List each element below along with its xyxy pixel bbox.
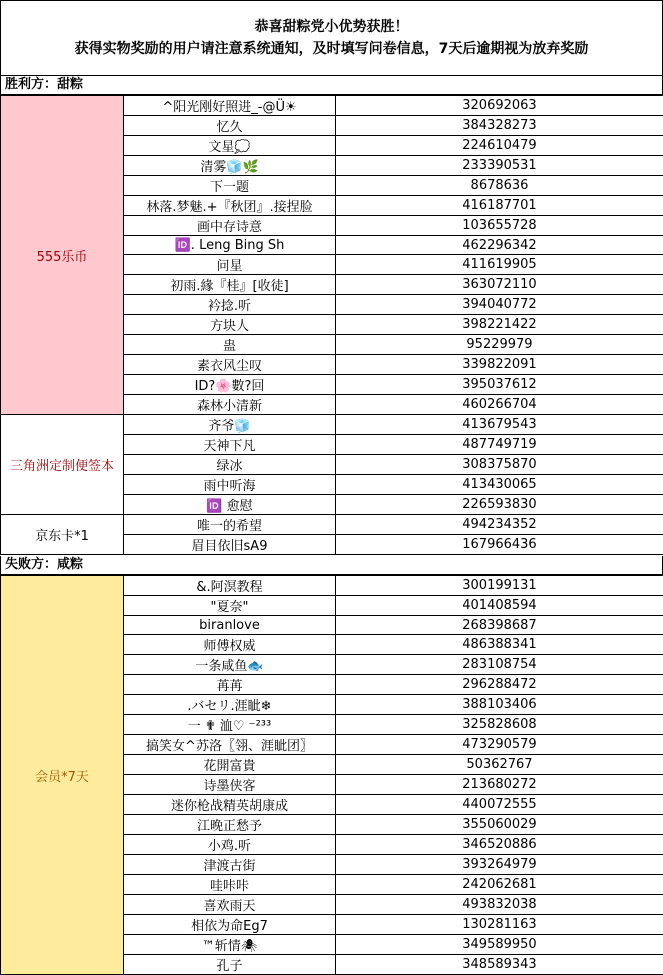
user-id-cell: 268398687 bbox=[336, 616, 663, 635]
prize-cell: 三角洲定制便签本 bbox=[1, 415, 124, 515]
user-id-cell: 440072555 bbox=[336, 795, 663, 815]
prize-cell: 555乐币 bbox=[1, 96, 124, 415]
user-id-cell: 393264979 bbox=[336, 855, 663, 875]
nickname-cell: 一 ✟ 洫♡ ⁻²³³ bbox=[124, 715, 336, 735]
nickname-cell: 天神下凡 bbox=[124, 435, 336, 455]
user-id-cell: 395037612 bbox=[336, 375, 663, 395]
nickname-cell: 问星 bbox=[124, 255, 336, 275]
nickname-cell: 忆久 bbox=[124, 116, 336, 136]
nickname-cell: ™斩情🕷 bbox=[124, 935, 336, 955]
user-id-cell: 95229979 bbox=[336, 335, 663, 355]
losers-label: 失败方：咸粽 bbox=[0, 556, 663, 575]
nickname-cell: 齐爷🧊 bbox=[124, 415, 336, 435]
nickname-cell: 江晚正愁予 bbox=[124, 815, 336, 835]
nickname-cell: 下一题 bbox=[124, 176, 336, 196]
table-row bbox=[1, 576, 663, 596]
user-id-cell: 103655728 bbox=[336, 216, 663, 236]
user-id-cell: 487749719 bbox=[336, 435, 663, 455]
prize-cell: 京东卡*1 bbox=[1, 515, 124, 555]
user-id-cell: 394040772 bbox=[336, 295, 663, 315]
nickname-cell: 小鸡.听 bbox=[124, 835, 336, 855]
user-id-cell: 130281163 bbox=[336, 915, 663, 935]
user-id-cell: 283108754 bbox=[336, 655, 663, 675]
nickname-cell: 迷你枪战精英胡康成 bbox=[124, 795, 336, 815]
user-id-cell: 320692063 bbox=[336, 96, 663, 116]
announcement-header bbox=[0, 0, 663, 76]
nickname-cell: ID?🌸數?回 bbox=[124, 375, 336, 395]
nickname-cell: 师傅权威 bbox=[124, 635, 336, 655]
table-row bbox=[1, 96, 663, 116]
nickname-cell: ^阳光刚好照进_-@Ü☀ bbox=[124, 96, 336, 116]
user-id-cell: 388103406 bbox=[336, 695, 663, 715]
nickname-cell: 喜欢雨天 bbox=[124, 895, 336, 915]
user-id-cell: 363072110 bbox=[336, 275, 663, 295]
user-id-cell: 401408594 bbox=[336, 596, 663, 616]
user-id-cell: 473290579 bbox=[336, 735, 663, 755]
user-id-cell: 384328273 bbox=[336, 116, 663, 136]
user-id-cell: 325828608 bbox=[336, 715, 663, 735]
nickname-cell: .バセリ.涯眦❄ bbox=[124, 695, 336, 715]
user-id-cell: 339822091 bbox=[336, 355, 663, 375]
user-id-cell: 462296342 bbox=[336, 236, 663, 255]
nickname-cell: 苒苒 bbox=[124, 675, 336, 695]
nickname-cell: 孔子 bbox=[124, 955, 336, 975]
user-id-cell: 226593830 bbox=[336, 495, 663, 515]
user-id-cell: 300199131 bbox=[336, 576, 663, 596]
user-id-cell: 167966436 bbox=[336, 535, 663, 555]
announcement-line-2: 获得实物奖励的用户请注意系统通知，及时填写问卷信息，7天后逾期视为放弃奖励 bbox=[75, 38, 589, 60]
nickname-cell: 素衣风尘叹 bbox=[124, 355, 336, 375]
user-id-cell: 349589950 bbox=[336, 935, 663, 955]
nickname-cell: 衿捻.听 bbox=[124, 295, 336, 315]
nickname-cell: "夏奈" bbox=[124, 596, 336, 616]
user-id-cell: 398221422 bbox=[336, 315, 663, 335]
prize-cell: 会员*7天 bbox=[1, 576, 124, 975]
nickname-cell: 雨中听海 bbox=[124, 475, 336, 495]
nickname-cell: 初雨.緣『桂』[收徒] bbox=[124, 275, 336, 295]
user-id-cell: 348589343 bbox=[336, 955, 663, 975]
user-id-cell: 308375870 bbox=[336, 455, 663, 475]
nickname-cell: 唯一的希望 bbox=[124, 515, 336, 535]
winners-table bbox=[0, 95, 663, 555]
losers-table bbox=[0, 575, 663, 975]
user-id-cell: 355060029 bbox=[336, 815, 663, 835]
user-id-cell: 233390531 bbox=[336, 156, 663, 176]
nickname-cell: 文星💭 bbox=[124, 136, 336, 156]
nickname-cell: 搞笑女^苏洛〖翎、涯眦团〗 bbox=[124, 735, 336, 755]
nickname-cell: 清雾🧊🌿 bbox=[124, 156, 336, 176]
nickname-cell: 森林小清新 bbox=[124, 395, 336, 415]
user-id-cell: 413679543 bbox=[336, 415, 663, 435]
nickname-cell: 🆔. Leng Bing Sh bbox=[124, 236, 336, 255]
user-id-cell: 486388341 bbox=[336, 635, 663, 655]
nickname-cell: 眉目依旧sA9 bbox=[124, 535, 336, 555]
winners-label: 胜利方：甜粽 bbox=[0, 76, 663, 95]
nickname-cell: 绿冰 bbox=[124, 455, 336, 475]
user-id-cell: 413430065 bbox=[336, 475, 663, 495]
nickname-cell: 诗墨侠客 bbox=[124, 775, 336, 795]
user-id-cell: 50362767 bbox=[336, 755, 663, 775]
user-id-cell: 242062681 bbox=[336, 875, 663, 895]
user-id-cell: 8678636 bbox=[336, 176, 663, 196]
table-row bbox=[1, 415, 663, 435]
table-row bbox=[1, 515, 663, 535]
user-id-cell: 411619905 bbox=[336, 255, 663, 275]
user-id-cell: 494234352 bbox=[336, 515, 663, 535]
nickname-cell: biranlove bbox=[124, 616, 336, 635]
nickname-cell: 一条咸鱼🐟 bbox=[124, 655, 336, 675]
user-id-cell: 296288472 bbox=[336, 675, 663, 695]
nickname-cell: 花開富貴 bbox=[124, 755, 336, 775]
nickname-cell: 蛊 bbox=[124, 335, 336, 355]
user-id-cell: 493832038 bbox=[336, 895, 663, 915]
announcement-line-1: 恭喜甜粽党小优势获胜！ bbox=[255, 16, 409, 38]
user-id-cell: 460266704 bbox=[336, 395, 663, 415]
nickname-cell: 林落.梦魅.+『秋团』.接捏脸 bbox=[124, 196, 336, 216]
nickname-cell: &.阿溟教程 bbox=[124, 576, 336, 596]
nickname-cell: 津渡古街 bbox=[124, 855, 336, 875]
nickname-cell: 方块人 bbox=[124, 315, 336, 335]
nickname-cell: 🆔 愈慰 bbox=[124, 495, 336, 515]
user-id-cell: 416187701 bbox=[336, 196, 663, 216]
nickname-cell: 相依为命Eg7 bbox=[124, 915, 336, 935]
nickname-cell: 画中存诗意 bbox=[124, 216, 336, 236]
user-id-cell: 224610479 bbox=[336, 136, 663, 156]
user-id-cell: 213680272 bbox=[336, 775, 663, 795]
user-id-cell: 346520886 bbox=[336, 835, 663, 855]
nickname-cell: 哇咔咔 bbox=[124, 875, 336, 895]
